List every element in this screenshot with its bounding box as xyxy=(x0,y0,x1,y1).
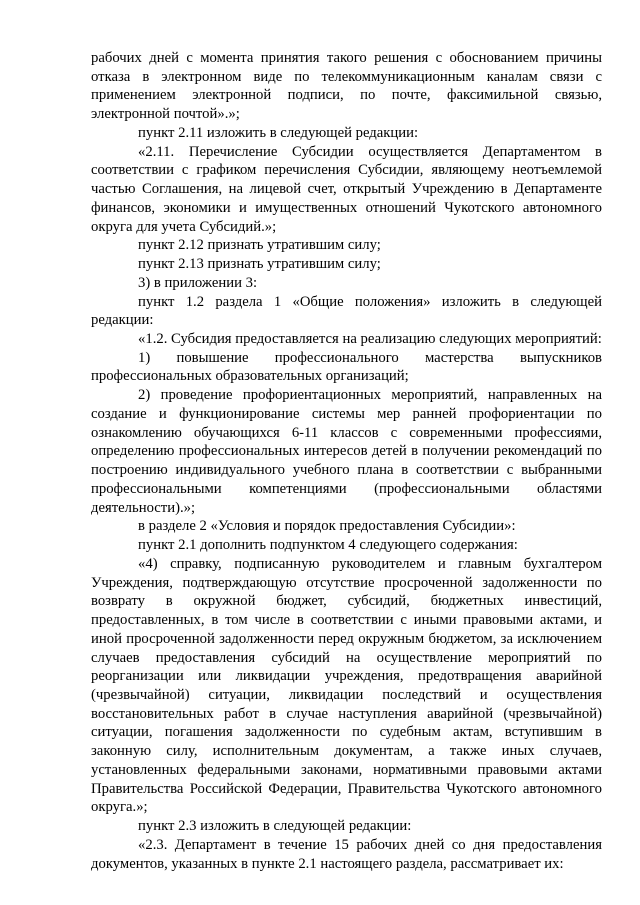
paragraph-item-2-3-intro: пункт 2.3 изложить в следующей редакции: xyxy=(138,818,412,835)
paragraph-item-2-3-text: «2.3. Департамент в течение 15 рабочих дней со дня предоставления документов, указанных в пункте 2.1 настоящего раздела, рассматривает их: xyxy=(91,836,602,872)
paragraph-item-2-11-intro: пункт 2.11 изложить в следующей редакции: xyxy=(138,124,419,141)
paragraph-item-2-1-intro: пункт 2.1 дополнить подпунктом 4 следующего содержания: xyxy=(138,537,518,554)
paragraph-item-2-13: пункт 2.13 признать утратившим силу; xyxy=(138,256,381,273)
paragraph-item-1-2-text: «1.2. Субсидия предоставляется на реализацию следующих мероприятий: xyxy=(138,331,602,348)
paragraph-section-2: в разделе 2 «Условия и порядок предоставления Субсидии»: xyxy=(138,518,516,535)
paragraph-appendix-3: 3) в приложении 3: xyxy=(138,274,258,291)
paragraph-item-1-2-intro: пункт 1.2 раздела 1 «Общие положения» изложить в следующей редакции: xyxy=(91,293,602,329)
paragraph-item-2-11-text: «2.11. Перечисление Субсидии осуществляется Департаментом в соответствии с графиком перечисления Субсидии, являющему неотъемлемой частью Соглашения, на лицевой счет, открытый Учреждению в Департаменте финансов, экономики и имущественных отношений Чукотского автономного округа для учета Субсидий.»; xyxy=(91,143,602,235)
paragraph-subitem-1: 1) повышение профессионального мастерства выпускников профессиональных образовательных организаций; xyxy=(91,349,602,385)
paragraph-item-2-12: пункт 2.12 признать утратившим силу; xyxy=(138,237,381,254)
paragraph-subitem-2: 2) проведение профориентационных мероприятий, направленных на создание и функционирование системы мер ранней профориентации по ознакомлению обучающихся 6-11 классов с современными профессиями, определению профессиональных интересов детей в получении рекомендаций по построению индивидуального учебного плана в соответствии с выбранными профессиональными компетенциями (профессиональными областями деятельности).»; xyxy=(91,387,602,516)
paragraph-continuation: рабочих дней с момента принятия такого решения с обоснованием причины отказа в электронном виде по телекоммуникационным каналам связи с применением электронной подписи, по почте, факсимильной связью, электронной почтой».»; xyxy=(91,50,602,123)
paragraph-subitem-4: «4) справку, подписанную руководителем и главным бухгалтером Учреждения, подтверждающую отсутствие просроченной задолженности по возврату в окружной бюджет, субсидий, бюджетных инвестиций, предоставленных, в том числе в соответствии с иными правовыми актами, и иной просроченной задолженности перед окружным бюджетом, за исключением случаев предоставления субсидий на осуществление мероприятий по реорганизации или ликвидации учреждения, предотвращения аварийной (чрезвычайной) ситуации, ликвидации последствий и осуществления восстановительных работ в случае наступления аварийной (чрезвычайной) ситуации, погашения задолженности по судебным актам, вступившим в законную силу, исполнительным документам, а также иных случаев, установленных федеральными законами, нормативными правовыми актами Правительства Российской Федерации, Правительства Чукотского автономного округа.»; xyxy=(91,555,602,816)
document-body xyxy=(91,49,602,873)
